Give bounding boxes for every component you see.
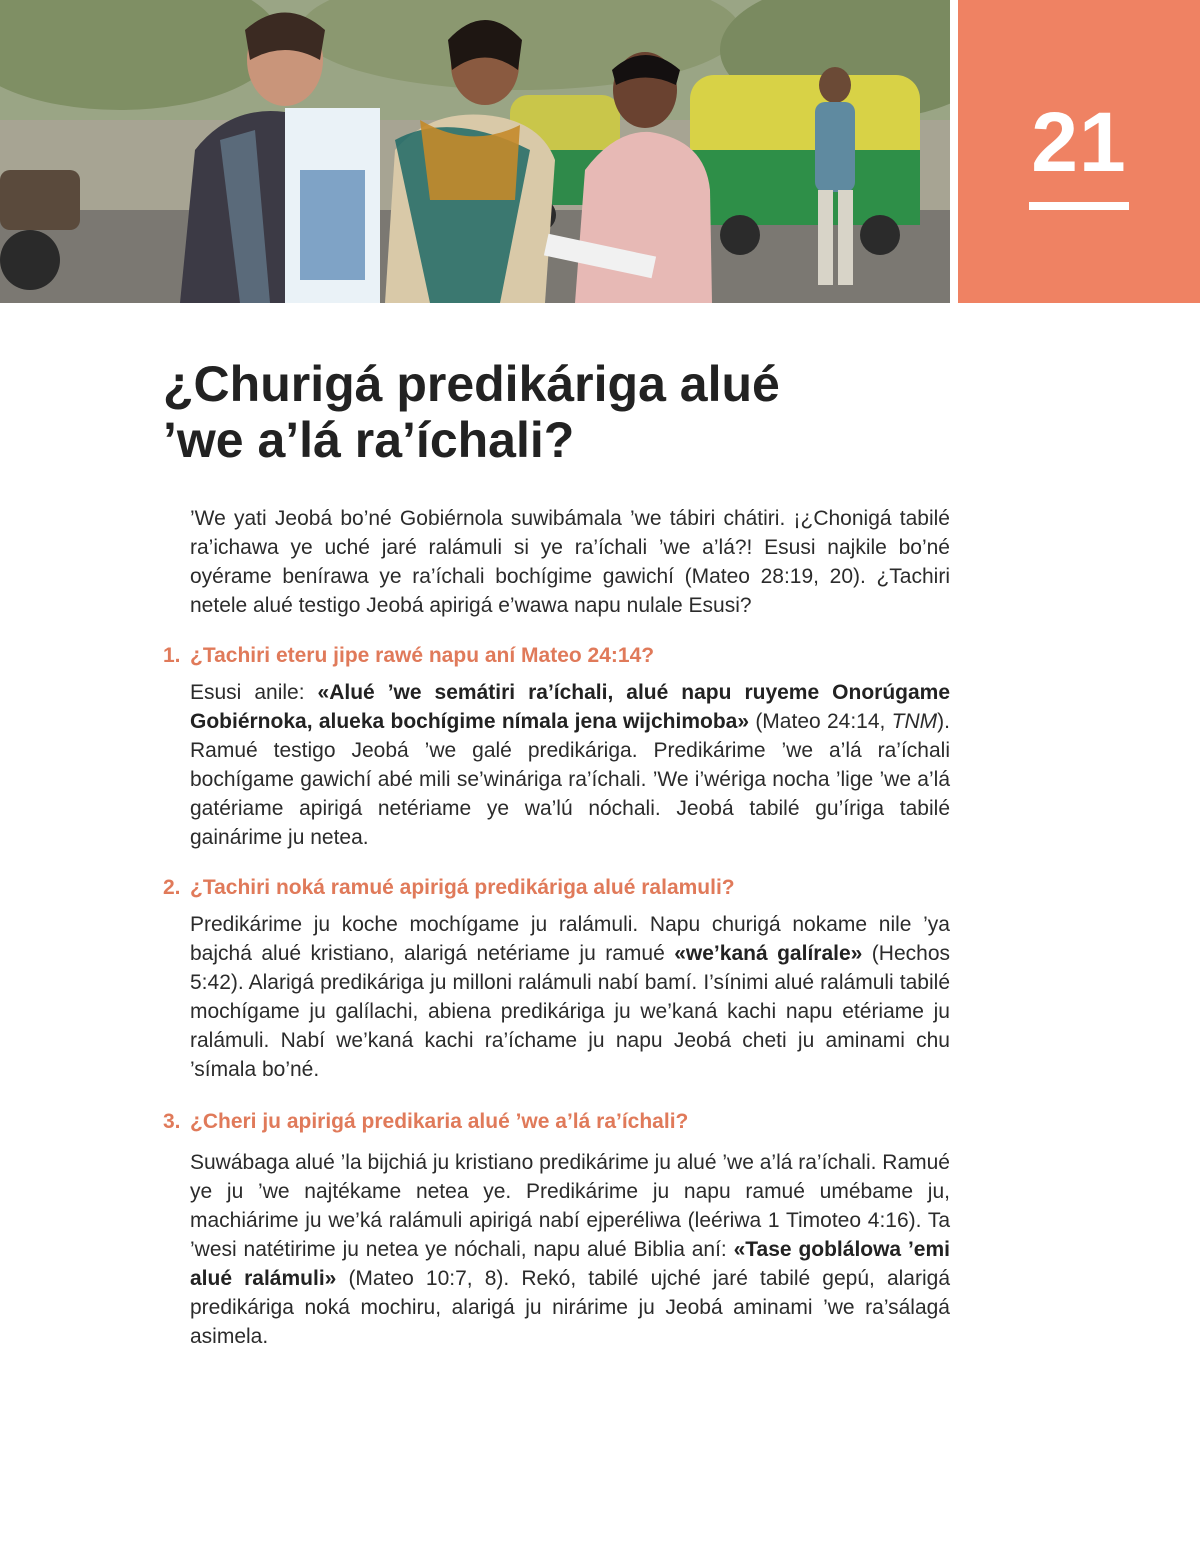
scripture-quote: «Tase goblálowa ’emi alué ralámuli» <box>190 1238 950 1290</box>
title-line-1: ¿Churigá predikáriga alué <box>163 356 780 412</box>
answer-text: Suwábaga alué ’la bijchiá ju kristiano predikárime ju alué ’we a’lá ra’íchali. Ramué ye ju ’we najtékame netea ye. Predikárime ju napu ramué umébame ju, machiárime ju we’ká ralámuli apirigá nabí ejperéliwa (leériwa 1 Timoteo 4:16). Ta ’wesi natétirime ju netea ye nóchali, napu alué Biblia aní: <box>190 1151 950 1261</box>
answer-text: Predikárime ju koche mochígame ju ralámuli. Napu churigá nokame nile ’ya bajchá alué kristiano, alarigá netériame ju ramué <box>190 913 950 965</box>
scripture-quote: «we’kaná galírale» <box>674 942 863 965</box>
street-scene-illustration <box>0 0 950 303</box>
question-2 <box>163 874 953 902</box>
question-text: ¿Tachiri noká ramué apirigá predikáriga alué ralamuli? <box>190 876 735 899</box>
chapter-underline <box>1029 202 1129 210</box>
intro-paragraph: ’We yati Jeobá bo’né Gobiérnola suwibámala ’we tábiri chátiri. ¡¿Chonigá tabilé ra’ichawa ye uché jaré ralámuli si ye ra’íchali ’we a’lá?! Esusi najkile bo’né oyérame benírawa ye ra’íchali bochígime gawichí (Mateo 28:19, 20). ¿Tachiri netele alué testigo Jeobá apirigá e’wawa napu nulale Esusi? <box>190 507 950 617</box>
answer-1 <box>190 678 950 852</box>
page-title <box>163 356 923 468</box>
answer-text: (Hechos 5:42). Alarigá predikáriga ju milloni ralámuli nabí bamí. I’sínimi alué ralámuli tabilé mochígame ju galílachi, abiena predikáriga ju we’kaná kachi napu etériame ju ralámuli. Nabí we’kaná kachi ra’íchame ju napu Jeobá cheti ju aminami chu ’símala bo’né. <box>190 942 950 1081</box>
question-number: 3. <box>163 1110 181 1133</box>
chapter-number: 21 <box>1031 95 1127 189</box>
answer-2 <box>190 910 950 1084</box>
translation-abbrev: TNM <box>891 710 938 733</box>
chapter-badge <box>958 0 1200 303</box>
question-number: 2. <box>163 876 181 899</box>
question-1 <box>163 642 953 670</box>
title-line-2: ’we a’lá ra’íchali? <box>163 412 575 468</box>
scripture-quote: «Alué ’we semátiri ra’íchali, alué napu ruyeme Onorúgame Gobiérnoka, alueka bochígime nímala jena wijchimoba» <box>190 681 950 733</box>
answer-3 <box>190 1148 950 1351</box>
question-text: ¿Cheri ju apirigá predikaria alué ’we a’lá ra’íchali? <box>190 1110 689 1133</box>
answer-text: ). Ramué testigo Jeobá ’we galé predikáriga. Predikárime ’we a’lá ra’íchali bochígame gawichí abé mili se’wináriga ra’íchali. ’We i’wériga nocha ’lige ’we a’lá gatériame apirigá netériame ye wa’lú nóchali. Jeobá tabilé gu’íriga tabilé gainárime ju netea. <box>190 710 950 849</box>
answer-text: (Mateo 10:7, 8). Rekó, tabilé ujché jaré tabilé gepú, alarigá predikáriga noká mochiru, alarigá ju nirárime ju Jeobá aminami ’we ra’sálagá asimela. <box>190 1267 950 1348</box>
question-3 <box>163 1108 953 1136</box>
answer-text: (Mateo 24:14, <box>749 710 892 733</box>
question-number: 1. <box>163 644 181 667</box>
answer-text: Esusi anile: <box>190 681 318 704</box>
question-text: ¿Tachiri eteru jipe rawé napu aní Mateo 24:14? <box>190 644 655 667</box>
header-photo <box>0 0 950 303</box>
